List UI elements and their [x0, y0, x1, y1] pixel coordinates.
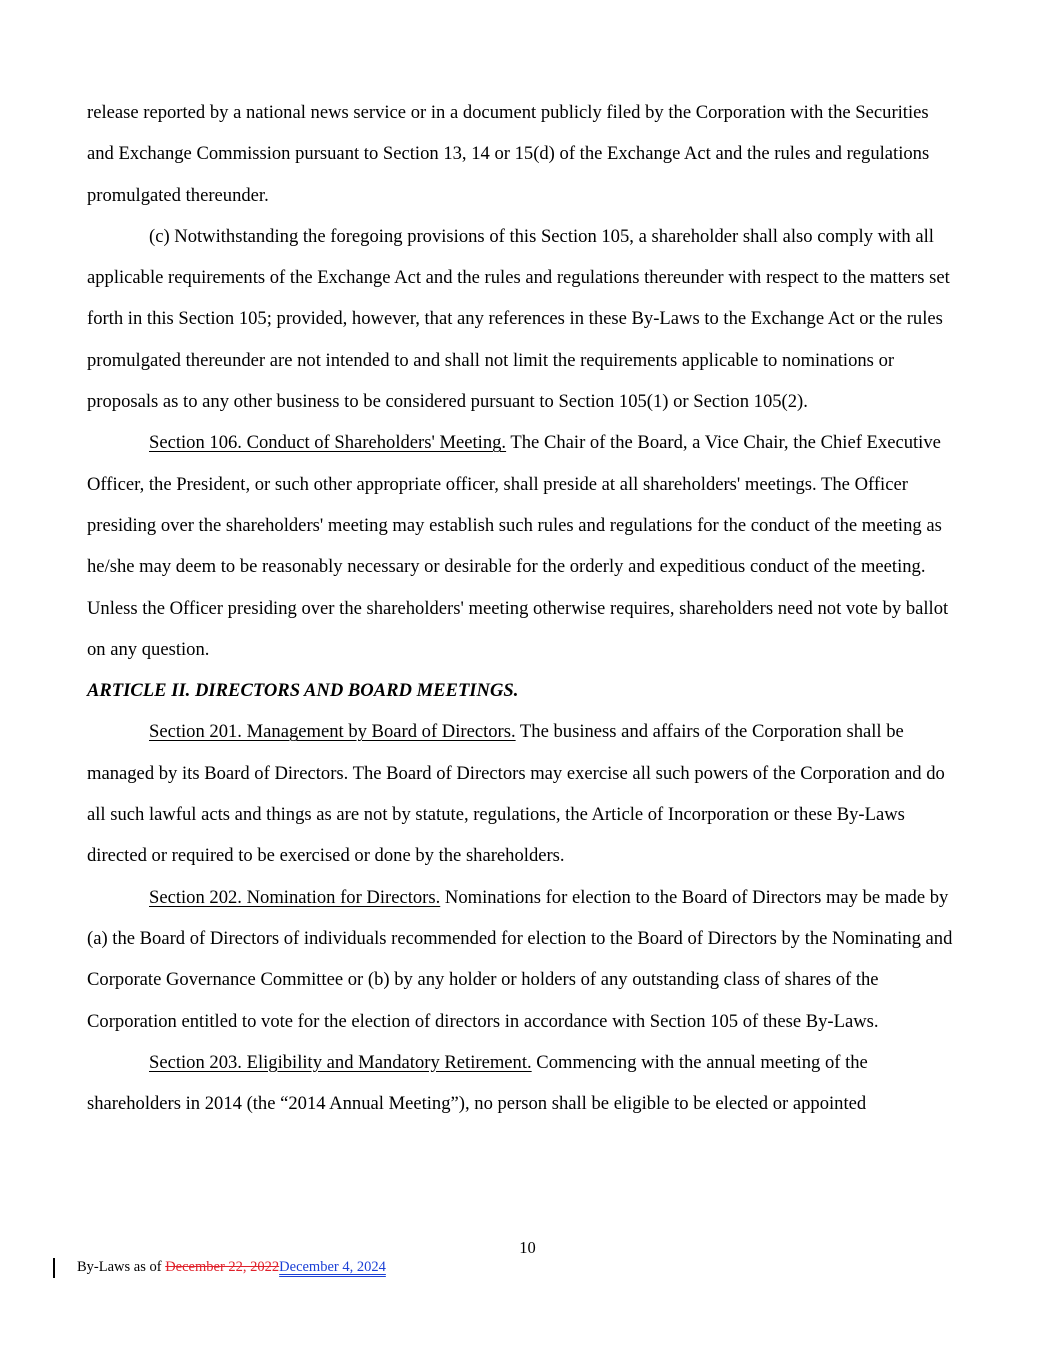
section-106-heading: Section 106. Conduct of Shareholders' Meeting.: [149, 432, 507, 454]
paragraph-105c: (c) Notwithstanding the foregoing provisions of this Section 105, a shareholder shall also comply with all applicable requirements of the Exchange Act and the rules and regulations thereunder with respect to the matters set forth in this Section 105; provided, however, that any references in these By-Laws to the Exchange Act or the rules promulgated thereunder are not intended to and shall not limit the requirements applicable to nominations or proposals as to any other business to be considered pursuant to Section 105(1) or Section 105(2).: [87, 225, 950, 413]
paragraph-continuation: release reported by a national news service or in a document publicly filed by the Corporation with the Securities and Exchange Commission pursuant to Section 13, 14 or 15(d) of the Exchange Act and the rules and regulations promulgated thereunder.: [87, 102, 930, 206]
footer: [77, 1259, 386, 1276]
section-202-heading: Section 202. Nomination for Directors.: [149, 886, 441, 908]
footer-prefix: By-Laws as of: [77, 1259, 166, 1275]
section-201-heading: Section 201. Management by Board of Directors.: [149, 721, 516, 743]
body-text: [87, 92, 957, 1124]
section-201-text: The business and affairs of the Corporation shall be managed by its Board of Directors. The Board of Directors may exercise all such powers of the Corporation and do all such lawful acts and things as are not by statute, regulations, the Article of Incorporation or these By-Laws directed or required to be exercised or done by the shareholders.: [87, 721, 945, 867]
section-106-text: The Chair of the Board, a Vice Chair, the Chief Executive Officer, the President, or such other appropriate officer, shall preside at all shareholders' meetings. The Officer presiding over the shareholders' meeting may establish such rules and regulations for the conduct of the meeting as he/she may deem to be reasonably necessary or desirable for the orderly and expeditious conduct of the meeting. Unless the Officer presiding over the shareholders' meeting otherwise requires, shareholders need not vote by ballot on any question.: [87, 432, 949, 660]
footer-deleted-date: December 22, 2022: [165, 1259, 280, 1275]
paragraph-section-106: [87, 422, 957, 670]
paragraph-section-201: [87, 711, 957, 876]
paragraph-section-203: [87, 1042, 957, 1125]
change-bar: [53, 1258, 55, 1278]
article-ii-heading: ARTICLE II. DIRECTORS AND BOARD MEETINGS.: [87, 680, 519, 702]
page-number: 10: [519, 1238, 536, 1257]
section-203-text: Commencing with the annual meeting of the shareholders in 2014 (the “2014 Annual Meeting”), no person shall be eligible to be elected or appointed: [87, 1051, 868, 1115]
section-202-text: Nominations for election to the Board of Directors may be made by (a) the Board of Directors of individuals recommended for election to the Board of Directors by the Nominating and Corporate Governance Committee or (b) by any holder or holders of any outstanding class of shares of the Corporation entitled to vote for the election of directors in accordance with Section 105 of these By-Laws.: [87, 886, 953, 1032]
footer-inserted-date: December 4, 2024: [279, 1259, 386, 1275]
paragraph-section-202: [87, 877, 957, 1042]
section-203-heading: Section 203. Eligibility and Mandatory Retirement.: [149, 1051, 532, 1073]
